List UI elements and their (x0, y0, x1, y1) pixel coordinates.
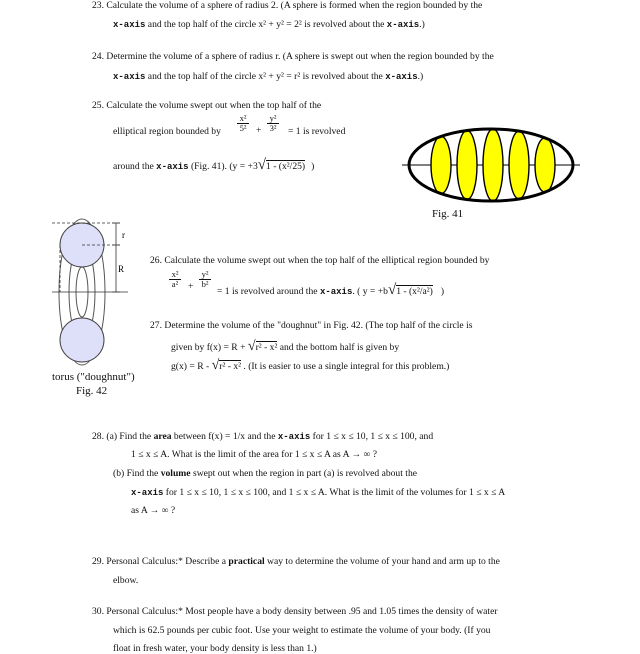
problem-30-line2: which is 62.5 pounds per cubic foot. Use your weight to estimate the volume of your body. (If you (113, 625, 491, 636)
x-axis-term: x-axis (156, 162, 189, 172)
problem-26-line1: 26. Calculate the volume swept out when the top half of the elliptical region bounded by (150, 255, 490, 266)
figure-41 (402, 121, 580, 205)
radicand: r² - x² (219, 361, 242, 372)
problem-28a-line2: 1 ≤ x ≤ A. What is the limit of the area for 1 ≤ x ≤ A as A → ∞ ? (131, 449, 377, 460)
label-R: R (118, 264, 125, 274)
text: g(x) = R - (171, 361, 212, 372)
x-axis-term: x-axis (277, 432, 311, 442)
problem-28b-line3: as A → ∞ ? (131, 505, 176, 516)
x-axis-term: x-axis (113, 20, 146, 30)
text: .) (419, 19, 425, 30)
problem-24-line1: 24. Determine the volume of a sphere of radius r. (A sphere is swept out when the region bounded by the (92, 51, 494, 62)
problem-25-line1: 25. Calculate the volume swept out when the top half of the (92, 100, 322, 111)
text: given by f(x) = R + (171, 342, 248, 353)
volume-word: volume (160, 468, 191, 479)
text: and the top half of the circle (145, 71, 259, 82)
x-axis-term: x-axis (385, 72, 418, 82)
yellow-slices (431, 129, 555, 201)
radicand: r² - x² (255, 342, 278, 353)
circle-equation: x² + y² = 2² (258, 19, 302, 30)
problem-29-line1 (92, 556, 500, 567)
problem-27-line1: 27. Determine the volume of the "doughnut" in Fig. 42. (The top half of the circle is (150, 320, 473, 331)
x-axis-term: x-axis (131, 488, 164, 498)
numerator: y² (201, 269, 209, 279)
x-axis-term: x-axis (386, 20, 420, 30)
text: is revolved about the (300, 71, 386, 82)
circle-equation: x² + y² = r² (258, 71, 301, 82)
text: between f(x) = 1/x and the (171, 431, 278, 442)
text: . (It is easier to use a single integral for this problem.) (241, 361, 450, 372)
text: ) (311, 161, 315, 172)
sqrt-icon: √ (387, 282, 397, 298)
fraction-x-over-a (168, 270, 182, 289)
fig-42-caption-2: Fig. 42 (76, 385, 108, 397)
plus-sign: + (256, 125, 262, 136)
text: 28. (a) Find the (92, 431, 154, 442)
problem-30-line3: float in fresh water, your body density is less than 1.) (113, 643, 317, 654)
equation-tail: = 1 is revolved (288, 126, 346, 137)
text: for 1 ≤ x ≤ 10, 1 ≤ x ≤ 100, and (310, 431, 434, 442)
denominator: b² (201, 279, 209, 289)
denominator: a² (171, 279, 179, 289)
slice-2 (457, 131, 477, 200)
numerator: x² (171, 269, 179, 279)
numerator: x² (239, 113, 247, 123)
problem-29-line2: elbow. (113, 575, 139, 586)
x-axis-term: x-axis (113, 72, 146, 82)
slice-5 (535, 138, 555, 192)
problem-28b-line2 (131, 487, 505, 498)
radicand: 1 - (x²/a²) (396, 286, 433, 297)
problem-25-line2: elliptical region bounded by (113, 126, 221, 137)
sqrt-icon: √ (247, 339, 256, 354)
text: (Fig. 41). (y = +3 (188, 161, 258, 172)
text: (b) Find the (113, 468, 161, 479)
sqrt-icon: √ (211, 358, 220, 373)
problem-28b-line1 (113, 468, 417, 479)
figure-42 (52, 218, 142, 370)
practical-word: practical (228, 556, 265, 567)
sqrt-icon: √ (257, 157, 266, 173)
slice-4 (509, 131, 529, 199)
slice-1 (431, 136, 451, 193)
problem-24-line2 (113, 71, 423, 82)
problem-26-line2 (217, 282, 444, 299)
fraction-x-over-5 (236, 114, 250, 133)
bottom-circle (60, 318, 104, 362)
denominator: 5² (239, 123, 247, 133)
problem-30-line1: 30. Personal Calculus:* Most people have a body density between .95 and 1.05 times the density of water (92, 606, 498, 617)
x-axis-term: x-axis (319, 287, 353, 297)
area-word: area (153, 431, 172, 442)
fraction-y-over-3 (266, 114, 280, 133)
text: around the (113, 161, 157, 172)
problem-28a-line1 (92, 431, 433, 442)
text: 29. Personal Calculus:* Describe a (92, 556, 229, 567)
text: is revolved about the (301, 19, 387, 30)
numerator: y² (269, 113, 277, 123)
text: . ( y = +b (352, 286, 388, 297)
fig-41-caption: Fig. 41 (432, 208, 464, 220)
text: ) (440, 286, 445, 297)
text: and the top half of the circle (145, 19, 259, 30)
text: way to determine the volume of your hand and arm up to the (264, 556, 500, 567)
problem-25-line3 (113, 157, 314, 174)
radicand: 1 - (x²/25) (266, 161, 306, 172)
problem-27-line2 (171, 339, 399, 355)
text: .) (417, 71, 424, 82)
label-r: r (122, 230, 125, 240)
plus-sign: + (188, 281, 194, 292)
problem-27-line3 (171, 358, 449, 374)
text: = 1 is revolved around the (217, 286, 320, 297)
text: swept out when the region in part (a) is revolved about the (190, 468, 418, 479)
problem-23-line1: 23. Calculate the volume of a sphere of radius 2. (A sphere is formed when the region bounded by the (92, 0, 483, 11)
slice-3 (483, 129, 503, 201)
problem-23-line2 (113, 19, 425, 30)
fig-42-caption-1: torus ("doughnut") (52, 371, 135, 383)
text: and the bottom half is given by (277, 342, 400, 353)
text: for 1 ≤ x ≤ 10, 1 ≤ x ≤ 100, and 1 ≤ x ≤ A. What is the limit of the volumes for 1 ≤ x ≤ A (163, 487, 506, 498)
fraction-y-over-b (198, 270, 212, 289)
denominator: 3² (269, 123, 277, 133)
